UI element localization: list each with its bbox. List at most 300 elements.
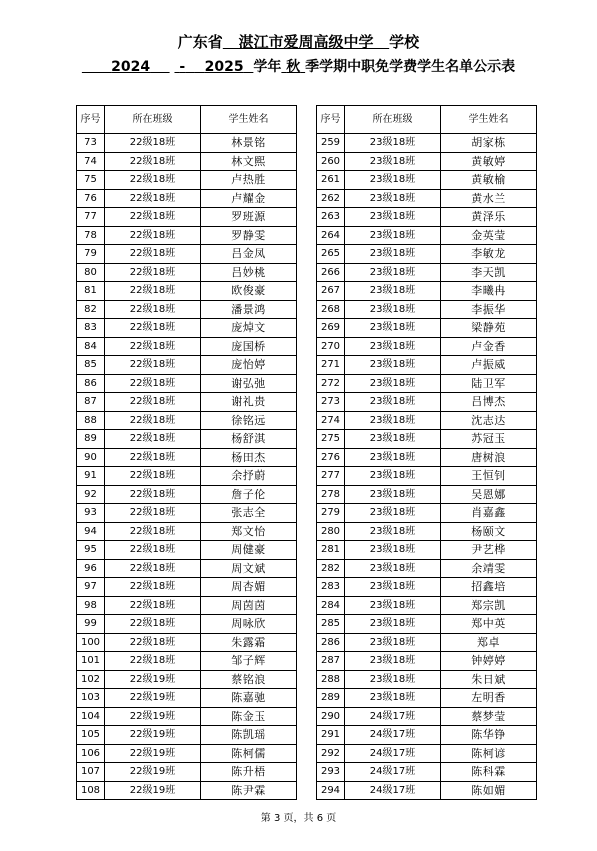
cell-class: 23级18班 xyxy=(345,448,441,467)
cell-student-name: 潘景鸿 xyxy=(201,300,297,319)
cell-class: 23级18班 xyxy=(345,152,441,171)
cell-class: 22级18班 xyxy=(105,282,201,301)
table-row xyxy=(77,541,297,560)
cell-serial: 100 xyxy=(77,633,105,652)
table-row xyxy=(317,504,537,523)
cell-serial: 274 xyxy=(317,411,345,430)
cell-serial: 82 xyxy=(77,300,105,319)
table-row xyxy=(77,467,297,486)
table-row xyxy=(77,374,297,393)
table-row xyxy=(77,226,297,245)
table-row xyxy=(77,652,297,671)
table-row xyxy=(317,152,537,171)
cell-serial: 91 xyxy=(77,467,105,486)
table-row xyxy=(77,633,297,652)
table-row xyxy=(77,763,297,782)
cell-class: 23级18班 xyxy=(345,467,441,486)
cell-serial: 285 xyxy=(317,615,345,634)
table-row xyxy=(77,726,297,745)
cell-student-name: 招鑫培 xyxy=(441,578,537,597)
cell-class: 22级19班 xyxy=(105,670,201,689)
table-row xyxy=(317,263,537,282)
cell-student-name: 左明香 xyxy=(441,689,537,708)
cell-class: 23级18班 xyxy=(345,171,441,190)
table-row xyxy=(77,356,297,375)
table-row xyxy=(77,134,297,153)
cell-serial: 287 xyxy=(317,652,345,671)
cell-class: 22级18班 xyxy=(105,485,201,504)
cell-student-name: 林文熙 xyxy=(201,152,297,171)
cell-serial: 84 xyxy=(77,337,105,356)
cell-student-name: 陈金玉 xyxy=(201,707,297,726)
cell-class: 23级18班 xyxy=(345,134,441,153)
cell-student-name: 庞怡婷 xyxy=(201,356,297,375)
table-row xyxy=(317,189,537,208)
cell-class: 23级18班 xyxy=(345,578,441,597)
cell-student-name: 黄敏榆 xyxy=(441,171,537,190)
cell-student-name: 徐铭远 xyxy=(201,411,297,430)
cell-serial: 86 xyxy=(77,374,105,393)
table-row xyxy=(77,485,297,504)
cell-class: 22级18班 xyxy=(105,263,201,282)
cell-class: 23级18班 xyxy=(345,633,441,652)
cell-student-name: 钟婷婷 xyxy=(441,652,537,671)
table-row xyxy=(77,448,297,467)
table-row xyxy=(77,522,297,541)
cell-student-name: 黄敏婷 xyxy=(441,152,537,171)
cell-class: 22级18班 xyxy=(105,189,201,208)
cell-class: 22级18班 xyxy=(105,615,201,634)
cell-class: 22级18班 xyxy=(105,448,201,467)
cell-class: 22级18班 xyxy=(105,374,201,393)
cell-student-name: 吕金凤 xyxy=(201,245,297,264)
cell-class: 23级18班 xyxy=(345,652,441,671)
page-footer xyxy=(0,809,597,824)
table-row xyxy=(317,763,537,782)
cell-serial: 275 xyxy=(317,430,345,449)
cell-class: 23级18班 xyxy=(345,485,441,504)
student-table-left xyxy=(76,105,297,800)
table-row xyxy=(317,578,537,597)
cell-student-name: 卢金香 xyxy=(441,337,537,356)
cell-student-name: 郑宗凯 xyxy=(441,596,537,615)
table-row xyxy=(77,670,297,689)
header-class: 所在班级 xyxy=(345,106,441,134)
cell-serial: 93 xyxy=(77,504,105,523)
table-row xyxy=(317,522,537,541)
cell-student-name: 庞焯文 xyxy=(201,319,297,338)
table-row xyxy=(77,263,297,282)
table-row xyxy=(317,226,537,245)
cell-student-name: 周杏媚 xyxy=(201,578,297,597)
cell-student-name: 谢弘弛 xyxy=(201,374,297,393)
cell-class: 22级19班 xyxy=(105,744,201,763)
title-blank xyxy=(374,33,390,51)
cell-class: 23级18班 xyxy=(345,615,441,634)
cell-serial: 266 xyxy=(317,263,345,282)
cell-class: 22级18班 xyxy=(105,319,201,338)
table-row xyxy=(317,781,537,800)
cell-serial: 73 xyxy=(77,134,105,153)
cell-class: 23级18班 xyxy=(345,689,441,708)
cell-student-name: 卢振威 xyxy=(441,356,537,375)
cell-serial: 79 xyxy=(77,245,105,264)
cell-class: 22级18班 xyxy=(105,652,201,671)
cell-serial: 103 xyxy=(77,689,105,708)
cell-serial: 286 xyxy=(317,633,345,652)
cell-class: 22级18班 xyxy=(105,393,201,412)
cell-student-name: 杨颐文 xyxy=(441,522,537,541)
cell-serial: 293 xyxy=(317,763,345,782)
cell-student-name: 罗静雯 xyxy=(201,226,297,245)
cell-serial: 88 xyxy=(77,411,105,430)
table-row xyxy=(77,208,297,227)
cell-student-name: 吴恩娜 xyxy=(441,485,537,504)
table-row xyxy=(77,689,297,708)
table-row xyxy=(77,596,297,615)
title-year-end xyxy=(195,59,253,75)
table-row xyxy=(317,374,537,393)
footer-text-b: 页，共 xyxy=(283,813,314,824)
cell-student-name: 庞国桥 xyxy=(201,337,297,356)
table-header-row xyxy=(317,106,537,134)
cell-class: 22级18班 xyxy=(105,337,201,356)
cell-student-name: 蔡梦莹 xyxy=(441,707,537,726)
cell-student-name: 朱露霜 xyxy=(201,633,297,652)
cell-serial: 95 xyxy=(77,541,105,560)
cell-class: 22级19班 xyxy=(105,707,201,726)
table-row xyxy=(317,726,537,745)
cell-student-name: 李敏龙 xyxy=(441,245,537,264)
cell-serial: 105 xyxy=(77,726,105,745)
cell-class: 24级17班 xyxy=(345,744,441,763)
table-row xyxy=(317,559,537,578)
cell-serial: 267 xyxy=(317,282,345,301)
title-line-2 xyxy=(0,58,597,76)
cell-student-name: 林景铭 xyxy=(201,134,297,153)
cell-class: 24级17班 xyxy=(345,726,441,745)
table-row xyxy=(77,282,297,301)
footer-page-number: 3 xyxy=(273,813,281,824)
cell-student-name: 郑卓 xyxy=(441,633,537,652)
term-value: 秋 xyxy=(286,59,301,75)
cell-serial: 99 xyxy=(77,615,105,634)
table-row xyxy=(317,670,537,689)
cell-serial: 265 xyxy=(317,245,345,264)
cell-student-name: 杨田杰 xyxy=(201,448,297,467)
cell-serial: 263 xyxy=(317,208,345,227)
table-row xyxy=(317,652,537,671)
title-term xyxy=(281,59,305,75)
cell-class: 23级18班 xyxy=(345,189,441,208)
cell-serial: 104 xyxy=(77,707,105,726)
cell-student-name: 蔡铭浪 xyxy=(201,670,297,689)
cell-class: 22级18班 xyxy=(105,633,201,652)
cell-student-name: 李曦冉 xyxy=(441,282,537,301)
cell-serial: 83 xyxy=(77,319,105,338)
cell-class: 23级18班 xyxy=(345,411,441,430)
cell-serial: 97 xyxy=(77,578,105,597)
cell-student-name: 卢耀金 xyxy=(201,189,297,208)
cell-student-name: 尹艺桦 xyxy=(441,541,537,560)
table-row xyxy=(77,744,297,763)
cell-student-name: 胡家栋 xyxy=(441,134,537,153)
cell-serial: 280 xyxy=(317,522,345,541)
table-row xyxy=(77,189,297,208)
cell-student-name: 梁静苑 xyxy=(441,319,537,338)
table-row xyxy=(77,337,297,356)
table-row xyxy=(317,707,537,726)
cell-class: 22级18班 xyxy=(105,559,201,578)
cell-class: 23级18班 xyxy=(345,559,441,578)
cell-class: 23级18班 xyxy=(345,319,441,338)
table-row xyxy=(317,430,537,449)
cell-class: 23级18班 xyxy=(345,337,441,356)
cell-class: 22级18班 xyxy=(105,152,201,171)
cell-serial: 264 xyxy=(317,226,345,245)
title-text-b: 季学期中职免学费学生名单公示表 xyxy=(305,59,516,75)
cell-student-name: 吕妙桃 xyxy=(201,263,297,282)
cell-serial: 262 xyxy=(317,189,345,208)
cell-student-name: 周茵茵 xyxy=(201,596,297,615)
cell-serial: 96 xyxy=(77,559,105,578)
cell-serial: 76 xyxy=(77,189,105,208)
footer-text-a: 第 xyxy=(260,813,271,824)
table-row xyxy=(317,596,537,615)
cell-student-name: 周健豪 xyxy=(201,541,297,560)
cell-student-name: 苏冠玉 xyxy=(441,430,537,449)
header-class: 所在班级 xyxy=(105,106,201,134)
cell-student-name: 陈柯儒 xyxy=(201,744,297,763)
table-row xyxy=(317,208,537,227)
cell-serial: 268 xyxy=(317,300,345,319)
table-row xyxy=(317,245,537,264)
table-body-left xyxy=(77,134,297,800)
cell-serial: 101 xyxy=(77,652,105,671)
cell-class: 22级18班 xyxy=(105,226,201,245)
cell-serial: 288 xyxy=(317,670,345,689)
table-row xyxy=(77,578,297,597)
cell-serial: 260 xyxy=(317,152,345,171)
cell-student-name: 陈科霖 xyxy=(441,763,537,782)
cell-class: 23级18班 xyxy=(345,226,441,245)
title-school-name: 湛江市爱周高级中学 xyxy=(238,33,374,51)
cell-class: 23级18班 xyxy=(345,596,441,615)
cell-serial: 289 xyxy=(317,689,345,708)
cell-class: 22级19班 xyxy=(105,726,201,745)
cell-student-name: 郑中英 xyxy=(441,615,537,634)
table-body-right xyxy=(317,134,537,800)
cell-student-name: 谢礼贵 xyxy=(201,393,297,412)
cell-student-name: 金英莹 xyxy=(441,226,537,245)
cell-class: 22级18班 xyxy=(105,245,201,264)
cell-serial: 281 xyxy=(317,541,345,560)
cell-serial: 106 xyxy=(77,744,105,763)
cell-serial: 294 xyxy=(317,781,345,800)
cell-student-name: 黄泽乐 xyxy=(441,208,537,227)
cell-class: 22级19班 xyxy=(105,781,201,800)
cell-class: 23级18班 xyxy=(345,208,441,227)
cell-student-name: 肖嘉鑫 xyxy=(441,504,537,523)
cell-serial: 108 xyxy=(77,781,105,800)
cell-student-name: 欧俊豪 xyxy=(201,282,297,301)
table-row xyxy=(317,615,537,634)
cell-student-name: 朱日斌 xyxy=(441,670,537,689)
cell-student-name: 陆卫军 xyxy=(441,374,537,393)
student-table-right xyxy=(316,105,537,800)
cell-serial: 284 xyxy=(317,596,345,615)
cell-serial: 78 xyxy=(77,226,105,245)
cell-student-name: 张志全 xyxy=(201,504,297,523)
cell-student-name: 杨舒淇 xyxy=(201,430,297,449)
header-serial: 序号 xyxy=(317,106,345,134)
cell-serial: 278 xyxy=(317,485,345,504)
cell-class: 22级18班 xyxy=(105,171,201,190)
table-row xyxy=(317,411,537,430)
cell-class: 23级18班 xyxy=(345,504,441,523)
table-row xyxy=(317,633,537,652)
cell-serial: 94 xyxy=(77,522,105,541)
title-school-suffix: 学校 xyxy=(389,33,420,51)
cell-student-name: 陈嘉驰 xyxy=(201,689,297,708)
table-row xyxy=(317,541,537,560)
year-end-value: 2025 xyxy=(204,59,244,75)
table-row xyxy=(77,411,297,430)
cell-serial: 282 xyxy=(317,559,345,578)
title-line-1 xyxy=(0,33,597,51)
cell-serial: 102 xyxy=(77,670,105,689)
table-row xyxy=(317,448,537,467)
cell-student-name: 卢热胜 xyxy=(201,171,297,190)
cell-serial: 269 xyxy=(317,319,345,338)
cell-class: 22级18班 xyxy=(105,504,201,523)
cell-serial: 290 xyxy=(317,707,345,726)
table-row xyxy=(77,504,297,523)
table-row xyxy=(317,300,537,319)
cell-class: 22级18班 xyxy=(105,208,201,227)
cell-student-name: 詹子伦 xyxy=(201,485,297,504)
table-row xyxy=(77,559,297,578)
header-student-name: 学生姓名 xyxy=(201,106,297,134)
cell-student-name: 罗班源 xyxy=(201,208,297,227)
cell-class: 22级18班 xyxy=(105,578,201,597)
footer-text-c: 页 xyxy=(326,813,337,824)
cell-serial: 270 xyxy=(317,337,345,356)
table-row xyxy=(317,689,537,708)
year-start-value: 2024 xyxy=(111,59,151,75)
cell-student-name: 余靖雯 xyxy=(441,559,537,578)
cell-class: 22级18班 xyxy=(105,134,201,153)
table-row xyxy=(317,171,537,190)
cell-serial: 276 xyxy=(317,448,345,467)
table-row xyxy=(317,744,537,763)
cell-class: 23级18班 xyxy=(345,541,441,560)
cell-serial: 279 xyxy=(317,504,345,523)
cell-class: 22级19班 xyxy=(105,689,201,708)
cell-serial: 272 xyxy=(317,374,345,393)
cell-serial: 107 xyxy=(77,763,105,782)
cell-serial: 292 xyxy=(317,744,345,763)
cell-class: 22级18班 xyxy=(105,356,201,375)
header-serial: 序号 xyxy=(77,106,105,134)
cell-student-name: 周文斌 xyxy=(201,559,297,578)
table-row xyxy=(77,393,297,412)
cell-serial: 291 xyxy=(317,726,345,745)
table-header-row xyxy=(77,106,297,134)
cell-serial: 74 xyxy=(77,152,105,171)
cell-serial: 87 xyxy=(77,393,105,412)
title-blank xyxy=(223,33,239,51)
cell-serial: 283 xyxy=(317,578,345,597)
table-row xyxy=(77,152,297,171)
cell-class: 23级18班 xyxy=(345,356,441,375)
cell-class: 22级18班 xyxy=(105,541,201,560)
cell-class: 22级18班 xyxy=(105,411,201,430)
cell-serial: 271 xyxy=(317,356,345,375)
table-row xyxy=(317,319,537,338)
cell-student-name: 陈华铮 xyxy=(441,726,537,745)
table-row xyxy=(77,781,297,800)
cell-class: 24级17班 xyxy=(345,707,441,726)
cell-class: 22级19班 xyxy=(105,763,201,782)
cell-class: 22级18班 xyxy=(105,522,201,541)
title-dash xyxy=(174,59,194,75)
cell-class: 23级18班 xyxy=(345,374,441,393)
cell-student-name: 吕博杰 xyxy=(441,393,537,412)
cell-serial: 92 xyxy=(77,485,105,504)
table-row xyxy=(77,245,297,264)
cell-class: 23级18班 xyxy=(345,245,441,264)
cell-student-name: 郑文怡 xyxy=(201,522,297,541)
cell-class: 23级18班 xyxy=(345,430,441,449)
cell-class: 23级18班 xyxy=(345,393,441,412)
cell-class: 24级17班 xyxy=(345,781,441,800)
table-row xyxy=(317,467,537,486)
cell-student-name: 唐树浪 xyxy=(441,448,537,467)
cell-student-name: 李天凯 xyxy=(441,263,537,282)
table-row xyxy=(317,393,537,412)
cell-student-name: 周咏欣 xyxy=(201,615,297,634)
cell-class: 22级18班 xyxy=(105,300,201,319)
cell-serial: 80 xyxy=(77,263,105,282)
table-row xyxy=(317,134,537,153)
cell-class: 23级18班 xyxy=(345,522,441,541)
title-text-a: 学年 xyxy=(253,59,282,75)
cell-serial: 89 xyxy=(77,430,105,449)
title-year-start xyxy=(82,59,170,75)
table-row xyxy=(317,337,537,356)
cell-student-name: 黄水兰 xyxy=(441,189,537,208)
cell-class: 23级18班 xyxy=(345,670,441,689)
cell-class: 22级18班 xyxy=(105,596,201,615)
cell-serial: 90 xyxy=(77,448,105,467)
table-row xyxy=(77,300,297,319)
cell-serial: 81 xyxy=(77,282,105,301)
cell-student-name: 李振华 xyxy=(441,300,537,319)
cell-class: 22级18班 xyxy=(105,430,201,449)
cell-student-name: 余抒蔚 xyxy=(201,467,297,486)
header-student-name: 学生姓名 xyxy=(441,106,537,134)
cell-serial: 85 xyxy=(77,356,105,375)
table-row xyxy=(317,282,537,301)
cell-student-name: 陈升梧 xyxy=(201,763,297,782)
table-row xyxy=(317,356,537,375)
cell-student-name: 陈如媚 xyxy=(441,781,537,800)
cell-class: 23级18班 xyxy=(345,282,441,301)
table-row xyxy=(77,171,297,190)
cell-serial: 261 xyxy=(317,171,345,190)
title-province: 广东省 xyxy=(177,33,223,51)
